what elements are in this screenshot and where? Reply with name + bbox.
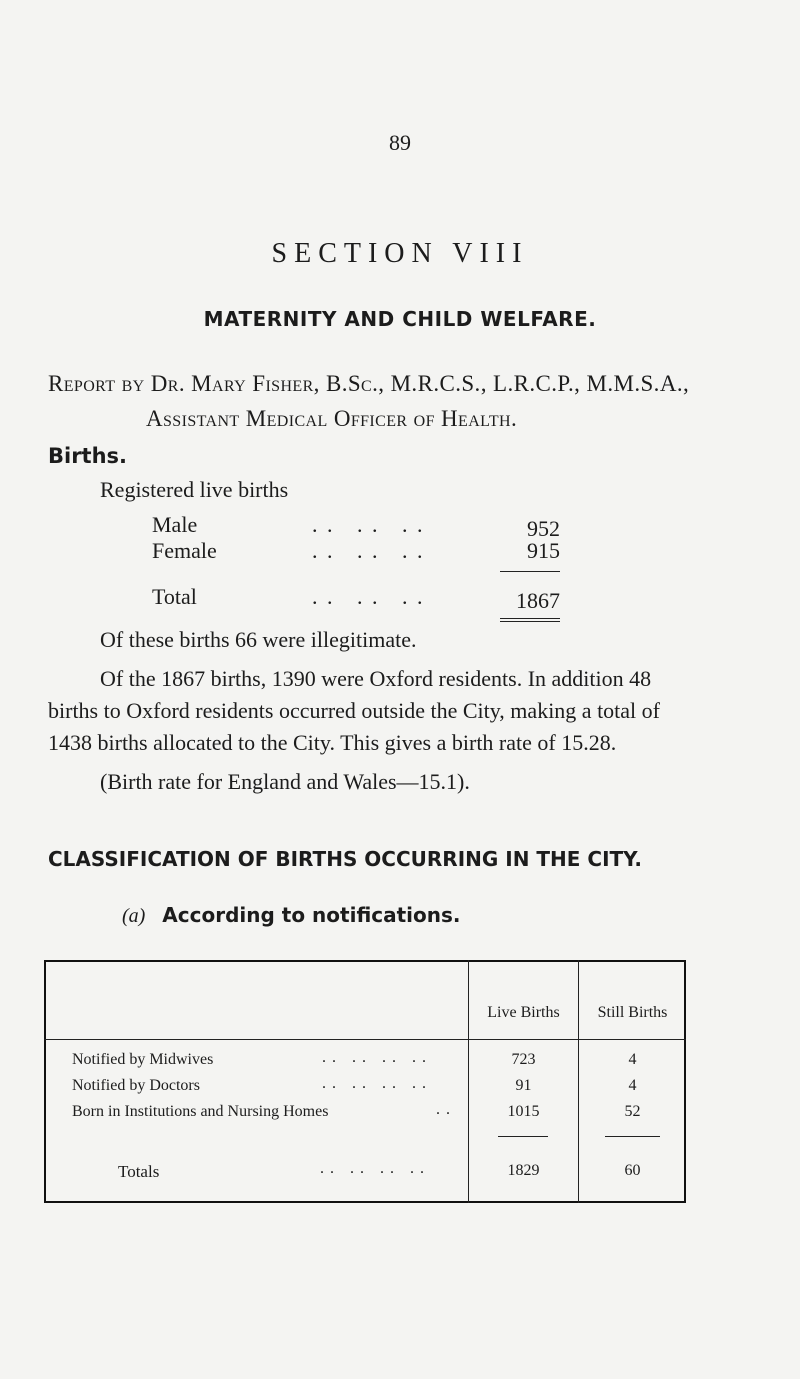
births-heading: Births. [48,444,128,468]
column-header-still-births: Still Births [597,1004,668,1021]
total-double-rule [500,621,560,622]
sub-letter: (a) [122,905,146,927]
column-header-live-births: Live Births [487,1004,560,1021]
births-row-label: Male [152,512,198,537]
table-cell-still: 52 [624,1103,641,1120]
table-cell-still: 4 [628,1077,637,1094]
registered-live-births-label: Registered live births [100,477,289,502]
leader-dots: . . . . . . . . [322,1049,427,1066]
section-title: SECTION VIII [271,238,529,269]
report-author-title: Assistant Medical Officer of Health. [146,406,518,431]
births-row-value: 952 [527,516,560,541]
total-double-rule [500,618,560,619]
table-cell-still: 4 [628,1051,637,1068]
sum-rule [498,1136,548,1137]
totals-still: 60 [624,1162,641,1179]
paragraph-line: births to Oxford residents occurred outside the City, making a total of [48,698,660,723]
table-row-label: Notified by Midwives [72,1051,214,1068]
report-author-line: Report by Dr. Mary Fisher, B.Sc., M.R.C.S., L.R.C.P., M.M.S.A., [48,371,690,396]
sum-rule [605,1136,660,1137]
illegitimate-note: Of these births 66 were illegitimate. [100,627,417,652]
births-row-value: 915 [527,538,560,563]
classification-subheading [122,903,461,928]
document-subtitle: MATERNITY AND CHILD WELFARE. [203,307,597,331]
page-number: 89 [389,130,411,155]
table-row-label: Notified by Doctors [72,1077,200,1094]
births-total-value: 1867 [516,588,560,613]
leader-dots: . . [436,1101,451,1118]
paragraph-line: Of the 1867 births, 1390 were Oxford residents. In addition 48 [100,666,652,691]
births-row-label: Total [152,584,197,609]
sum-rule [500,571,560,572]
leader-dots: . . . . . . . . [322,1075,427,1092]
table-cell-live: 1015 [507,1103,540,1120]
table-row-label: Born in Institutions and Nursing Homes [72,1103,329,1120]
totals-label: Totals [118,1162,160,1181]
births-row-label: Female [152,538,217,563]
subheading-text: According to notifications. [162,903,461,927]
classification-heading: CLASSIFICATION OF BIRTHS OCCURRING IN THE CITY. [48,847,642,871]
paragraph-line: 1438 births allocated to the City. This gives a birth rate of 15.28. [48,730,617,755]
header-divider [44,1039,686,1040]
leader-dots: . . . . . . [312,584,425,609]
england-birth-rate: (Birth rate for England and Wales—15.1). [100,769,470,794]
table-cell-live: 91 [515,1077,532,1094]
leader-dots: . . . . . . [312,512,425,537]
totals-live: 1829 [507,1162,540,1179]
table-cell-live: 723 [511,1051,536,1068]
leader-dots: . . . . . . . . [320,1160,425,1177]
leader-dots: . . . . . . [312,538,425,563]
